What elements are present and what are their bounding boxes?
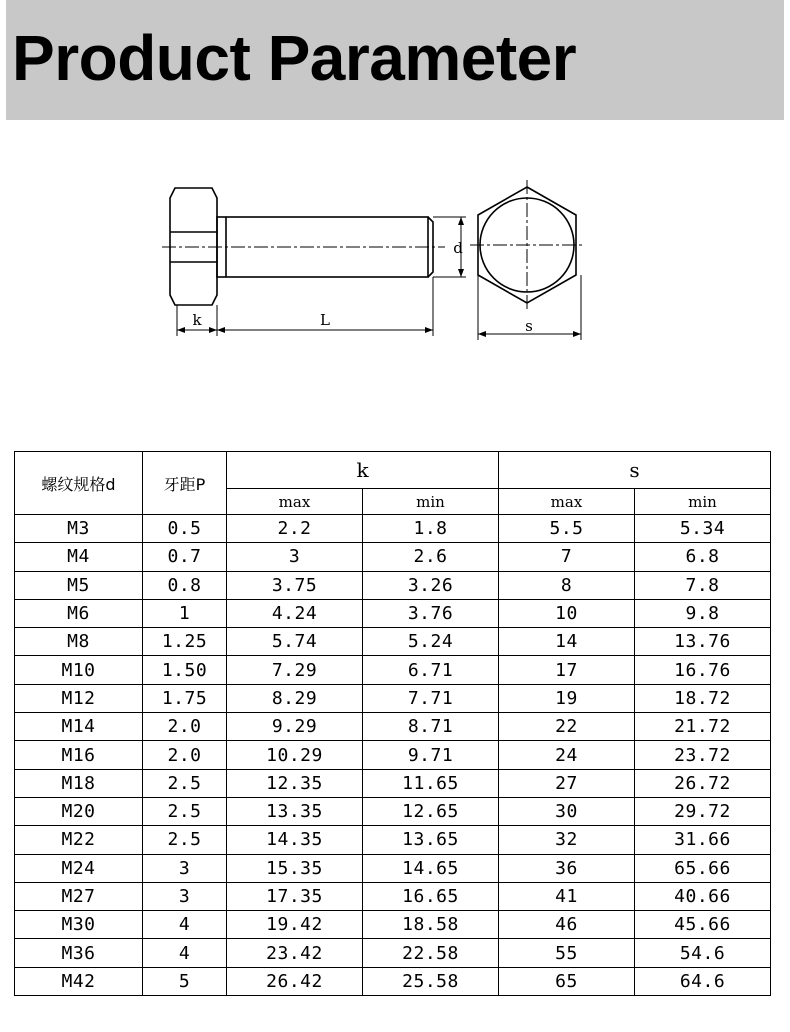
header-banner [6, 0, 784, 120]
table-row [15, 769, 771, 797]
table-row [15, 684, 771, 712]
cell-s-max: 30 [499, 797, 635, 825]
cell-s-max: 24 [499, 741, 635, 769]
table-row [15, 628, 771, 656]
cell-s-max: 10 [499, 599, 635, 627]
table-row [15, 656, 771, 684]
cell-k-min: 2.6 [363, 543, 499, 571]
cell-k-min: 7.71 [363, 684, 499, 712]
cell-s-min: 29.72 [635, 797, 771, 825]
header-thread-size: 螺纹规格d [15, 452, 143, 515]
cell-s-max: 19 [499, 684, 635, 712]
cell-k-min: 3.26 [363, 571, 499, 599]
bolt-diagram [0, 170, 790, 350]
cell-k-max: 19.42 [227, 911, 363, 939]
cell-pitch: 2.5 [143, 797, 227, 825]
cell-pitch: 5 [143, 967, 227, 995]
header-k-max: max [227, 489, 363, 515]
cell-s-max: 5.5 [499, 515, 635, 543]
cell-s-max: 27 [499, 769, 635, 797]
dimension-s-label: s [525, 317, 533, 335]
cell-s-max: 32 [499, 826, 635, 854]
table-row [15, 741, 771, 769]
cell-s-min: 18.72 [635, 684, 771, 712]
cell-k-max: 9.29 [227, 713, 363, 741]
cell-pitch: 1.75 [143, 684, 227, 712]
cell-s-max: 46 [499, 911, 635, 939]
cell-k-max: 15.35 [227, 854, 363, 882]
cell-pitch: 4 [143, 939, 227, 967]
table-row [15, 797, 771, 825]
cell-k-max: 3.75 [227, 571, 363, 599]
cell-pitch: 4 [143, 911, 227, 939]
cell-s-min: 13.76 [635, 628, 771, 656]
cell-s-max: 36 [499, 854, 635, 882]
header-s: s [499, 452, 771, 489]
header-s-max: max [499, 489, 635, 515]
cell-k-max: 13.35 [227, 797, 363, 825]
cell-s-min: 7.8 [635, 571, 771, 599]
cell-pitch: 0.8 [143, 571, 227, 599]
cell-k-min: 8.71 [363, 713, 499, 741]
cell-k-min: 3.76 [363, 599, 499, 627]
cell-s-min: 45.66 [635, 911, 771, 939]
cell-pitch: 2.5 [143, 769, 227, 797]
cell-k-min: 9.71 [363, 741, 499, 769]
cell-thread: M36 [15, 939, 143, 967]
cell-k-min: 25.58 [363, 967, 499, 995]
cell-s-max: 41 [499, 882, 635, 910]
header-k-min: min [363, 489, 499, 515]
dimension-k-label: k [192, 311, 202, 329]
header-k: k [227, 452, 499, 489]
cell-k-max: 12.35 [227, 769, 363, 797]
parameter-table [14, 451, 771, 996]
cell-pitch: 1 [143, 599, 227, 627]
cell-k-max: 14.35 [227, 826, 363, 854]
cell-s-min: 31.66 [635, 826, 771, 854]
table-row [15, 826, 771, 854]
cell-thread: M42 [15, 967, 143, 995]
cell-pitch: 1.50 [143, 656, 227, 684]
table-row [15, 967, 771, 995]
cell-pitch: 2.0 [143, 713, 227, 741]
table-row [15, 854, 771, 882]
cell-pitch: 1.25 [143, 628, 227, 656]
page-title: Product Parameter [12, 22, 577, 94]
table-row [15, 939, 771, 967]
cell-pitch: 2.0 [143, 741, 227, 769]
table-row [15, 911, 771, 939]
cell-thread: M3 [15, 515, 143, 543]
cell-s-min: 6.8 [635, 543, 771, 571]
table-row [15, 571, 771, 599]
table-body [15, 515, 771, 996]
cell-pitch: 3 [143, 882, 227, 910]
cell-k-min: 11.65 [363, 769, 499, 797]
table-row [15, 543, 771, 571]
cell-thread: M27 [15, 882, 143, 910]
cell-k-min: 18.58 [363, 911, 499, 939]
cell-k-max: 4.24 [227, 599, 363, 627]
cell-thread: M16 [15, 741, 143, 769]
cell-thread: M22 [15, 826, 143, 854]
cell-s-min: 40.66 [635, 882, 771, 910]
cell-s-max: 65 [499, 967, 635, 995]
cell-k-min: 14.65 [363, 854, 499, 882]
cell-thread: M24 [15, 854, 143, 882]
cell-k-max: 23.42 [227, 939, 363, 967]
cell-k-max: 10.29 [227, 741, 363, 769]
header-pitch: 牙距P [143, 452, 227, 515]
cell-s-min: 26.72 [635, 769, 771, 797]
cell-s-min: 16.76 [635, 656, 771, 684]
cell-s-max: 17 [499, 656, 635, 684]
cell-k-min: 22.58 [363, 939, 499, 967]
dimension-L-label: L [320, 311, 330, 329]
cell-k-max: 8.29 [227, 684, 363, 712]
cell-k-min: 6.71 [363, 656, 499, 684]
cell-k-min: 5.24 [363, 628, 499, 656]
cell-thread: M18 [15, 769, 143, 797]
cell-thread: M10 [15, 656, 143, 684]
cell-k-max: 7.29 [227, 656, 363, 684]
cell-s-max: 8 [499, 571, 635, 599]
cell-s-min: 23.72 [635, 741, 771, 769]
cell-thread: M12 [15, 684, 143, 712]
cell-thread: M30 [15, 911, 143, 939]
table-row [15, 882, 771, 910]
cell-k-max: 26.42 [227, 967, 363, 995]
cell-s-max: 14 [499, 628, 635, 656]
cell-k-max: 17.35 [227, 882, 363, 910]
cell-k-min: 12.65 [363, 797, 499, 825]
cell-s-max: 55 [499, 939, 635, 967]
table-row [15, 599, 771, 627]
cell-pitch: 0.7 [143, 543, 227, 571]
cell-k-min: 16.65 [363, 882, 499, 910]
cell-s-max: 22 [499, 713, 635, 741]
cell-s-max: 7 [499, 543, 635, 571]
cell-pitch: 0.5 [143, 515, 227, 543]
cell-pitch: 3 [143, 854, 227, 882]
cell-k-max: 5.74 [227, 628, 363, 656]
cell-pitch: 2.5 [143, 826, 227, 854]
cell-k-min: 13.65 [363, 826, 499, 854]
cell-k-max: 2.2 [227, 515, 363, 543]
header-s-min: min [635, 489, 771, 515]
cell-thread: M6 [15, 599, 143, 627]
dimension-d-label: d [453, 239, 463, 257]
cell-thread: M20 [15, 797, 143, 825]
cell-thread: M8 [15, 628, 143, 656]
cell-thread: M14 [15, 713, 143, 741]
table-row [15, 515, 771, 543]
cell-s-min: 5.34 [635, 515, 771, 543]
cell-thread: M5 [15, 571, 143, 599]
cell-s-min: 54.6 [635, 939, 771, 967]
cell-s-min: 64.6 [635, 967, 771, 995]
cell-k-min: 1.8 [363, 515, 499, 543]
table-row [15, 713, 771, 741]
cell-thread: M4 [15, 543, 143, 571]
cell-s-min: 21.72 [635, 713, 771, 741]
cell-k-max: 3 [227, 543, 363, 571]
cell-s-min: 9.8 [635, 599, 771, 627]
cell-s-min: 65.66 [635, 854, 771, 882]
